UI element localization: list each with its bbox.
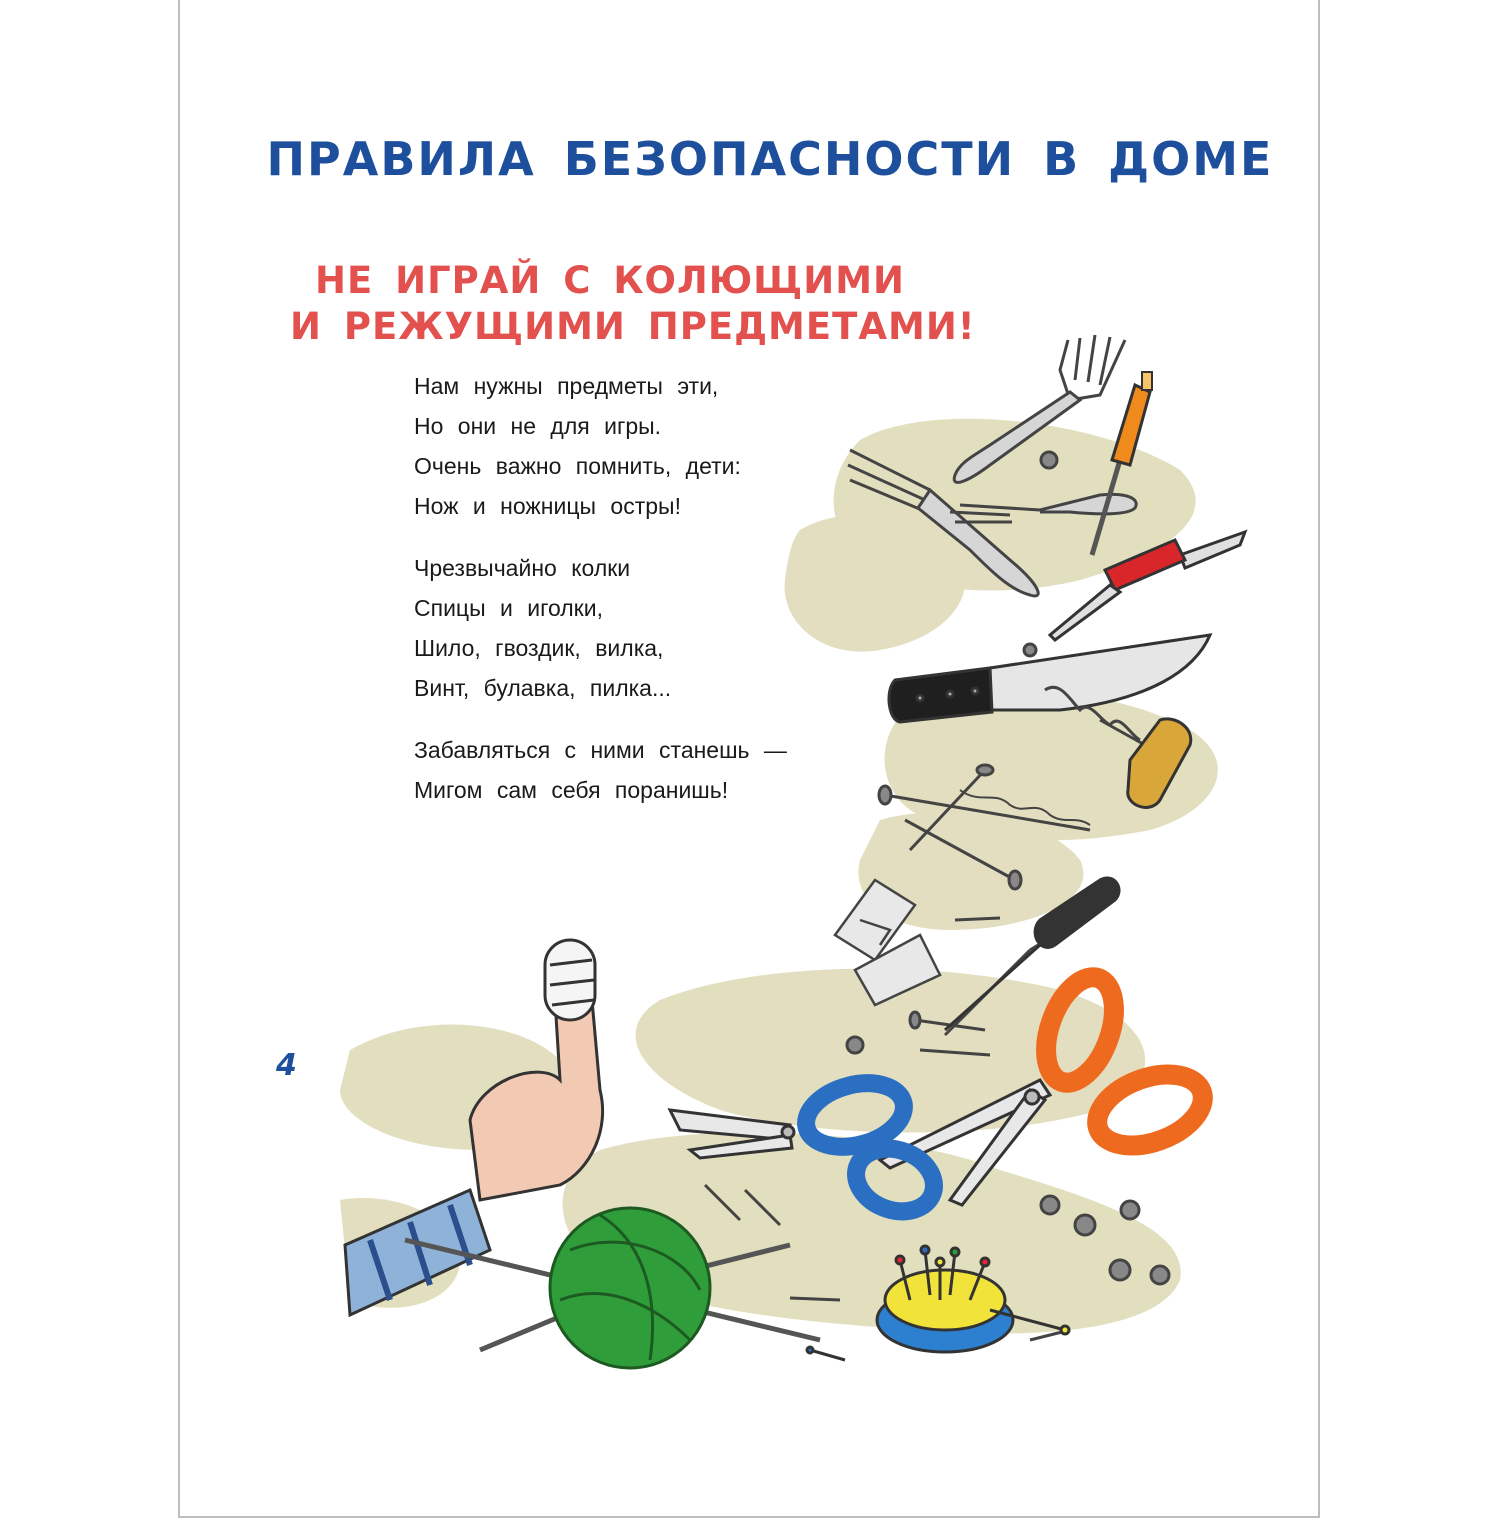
rule-heading-line-2: И РЕЖУЩИМИ ПРЕДМЕТАМИ! <box>290 305 976 348</box>
page-number: 4 <box>276 1048 297 1083</box>
poem-stanza-3 <box>414 730 787 810</box>
poem-line: Но они не для игры. <box>414 413 662 439</box>
poem-line: Шило, гвоздик, вилка, <box>414 635 664 661</box>
poem-stanza-2 <box>414 548 787 708</box>
poem <box>414 366 787 832</box>
poem-line: Нам нужны предметы эти, <box>414 373 719 399</box>
poem-line: Мигом сам себя поранишь! <box>414 777 729 803</box>
poem-line: Забавляться с ними станешь — <box>414 737 787 763</box>
poem-line: Чрезвычайно колки <box>414 555 631 581</box>
poem-line: Очень важно помнить, дети: <box>414 453 741 479</box>
page-title: ПРАВИЛА БЕЗОПАСНОСТИ В ДОМЕ <box>266 132 1274 186</box>
rule-heading-line-1: НЕ ИГРАЙ С КОЛЮЩИМИ <box>315 259 905 302</box>
poem-line: Спицы и иголки, <box>414 595 603 621</box>
rule-heading <box>290 258 976 350</box>
poem-line: Винт, булавка, пилка... <box>414 675 672 701</box>
poem-stanza-1 <box>414 366 787 526</box>
yarn-ball-icon <box>550 1208 710 1368</box>
poem-line: Нож и ножницы остры! <box>414 493 681 519</box>
kitchen-knife-icon <box>889 635 1210 722</box>
